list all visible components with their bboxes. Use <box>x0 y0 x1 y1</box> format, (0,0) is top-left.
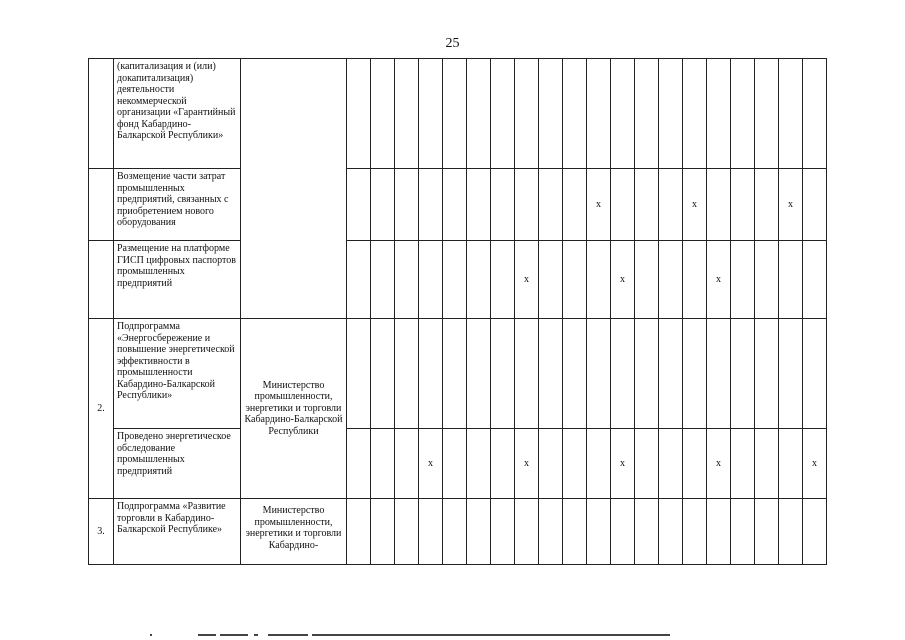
schedule-cell <box>347 169 371 241</box>
row-description: Подпрограмма «Развитие торговли в Кабардино-Балкарской Республике» <box>114 499 241 565</box>
schedule-mark: x <box>716 274 721 285</box>
schedule-cell <box>395 319 419 429</box>
row-description: Подпрограмма «Энергосбережение и повышение энергетической эффективности в промышленности Кабардино-Балкарской Республики» <box>114 319 241 429</box>
schedule-mark: x <box>620 458 625 469</box>
schedule-cell <box>395 499 419 565</box>
schedule-cell <box>707 429 731 499</box>
schedule-cell <box>443 499 467 565</box>
schedule-mark: x <box>524 274 529 285</box>
schedule-cell <box>347 319 371 429</box>
schedule-cell <box>635 169 659 241</box>
schedule-cell <box>395 169 419 241</box>
row-number <box>89 59 114 169</box>
schedule-cell <box>395 59 419 169</box>
schedule-mark: x <box>812 458 817 469</box>
schedule-cell <box>755 319 779 429</box>
schedule-cell <box>803 169 827 241</box>
schedule-cell <box>587 59 611 169</box>
schedule-cell <box>803 429 827 499</box>
schedule-cell <box>443 429 467 499</box>
schedule-mark: x <box>716 458 721 469</box>
table-row <box>89 319 827 429</box>
schedule-cell <box>683 429 707 499</box>
schedule-cell <box>731 429 755 499</box>
schedule-cell <box>707 169 731 241</box>
schedule-cell <box>419 429 443 499</box>
schedule-cell <box>755 429 779 499</box>
schedule-cell <box>491 241 515 319</box>
schedule-cell <box>563 319 587 429</box>
schedule-cell <box>779 429 803 499</box>
schedule-cell <box>419 169 443 241</box>
schedule-cell <box>347 59 371 169</box>
schedule-cell <box>491 169 515 241</box>
schedule-mark: x <box>620 274 625 285</box>
schedule-cell <box>515 319 539 429</box>
footer-rule <box>150 634 670 637</box>
schedule-cell <box>659 241 683 319</box>
schedule-cell <box>539 241 563 319</box>
schedule-cell <box>443 241 467 319</box>
schedule-cell <box>659 169 683 241</box>
schedule-cell <box>803 319 827 429</box>
schedule-cell <box>347 241 371 319</box>
schedule-cell <box>587 169 611 241</box>
schedule-cell <box>515 169 539 241</box>
schedule-cell <box>731 499 755 565</box>
schedule-cell <box>371 59 395 169</box>
schedule-cell <box>731 319 755 429</box>
schedule-cell <box>635 429 659 499</box>
schedule-mark: x <box>596 199 601 210</box>
schedule-cell <box>443 169 467 241</box>
schedule-cell <box>515 59 539 169</box>
row-number <box>89 241 114 319</box>
schedule-cell <box>611 429 635 499</box>
schedule-cell <box>755 59 779 169</box>
schedule-cell <box>371 241 395 319</box>
schedule-cell <box>779 59 803 169</box>
schedule-cell <box>611 59 635 169</box>
schedule-cell <box>539 499 563 565</box>
schedule-cell <box>707 59 731 169</box>
schedule-cell <box>803 59 827 169</box>
schedule-cell <box>515 429 539 499</box>
schedule-cell <box>563 429 587 499</box>
schedule-mark: x <box>524 458 529 469</box>
schedule-cell <box>443 59 467 169</box>
schedule-cell <box>707 319 731 429</box>
row-responsible: Министерство промышленности, энергетики и торговли Кабардино-Балкарской Республики <box>241 319 347 499</box>
table-row <box>89 169 827 241</box>
row-description: Проведено энергетическое обследование промышленных предприятий <box>114 429 241 499</box>
schedule-cell <box>491 59 515 169</box>
schedule-cell <box>347 499 371 565</box>
schedule-cell <box>779 319 803 429</box>
schedule-mark: x <box>788 199 793 210</box>
row-description: Возмещение части затрат промышленных предприятий, связанных с приобретением нового оборудования <box>114 169 241 241</box>
plan-table <box>88 58 827 565</box>
row-number: 3. <box>89 499 114 565</box>
schedule-cell <box>539 169 563 241</box>
schedule-cell <box>419 59 443 169</box>
schedule-cell <box>659 319 683 429</box>
schedule-cell <box>731 59 755 169</box>
row-responsible: Министерство промышленности, энергетики и торговли Кабардино- <box>241 499 347 565</box>
schedule-cell <box>635 59 659 169</box>
schedule-cell <box>467 59 491 169</box>
schedule-cell <box>491 319 515 429</box>
schedule-cell <box>467 499 491 565</box>
schedule-cell <box>611 241 635 319</box>
schedule-cell <box>731 241 755 319</box>
page-number: 25 <box>445 36 460 51</box>
schedule-cell <box>539 59 563 169</box>
schedule-cell <box>371 319 395 429</box>
schedule-cell <box>779 169 803 241</box>
schedule-cell <box>491 429 515 499</box>
schedule-mark: x <box>692 199 697 210</box>
schedule-cell <box>395 241 419 319</box>
schedule-cell <box>587 241 611 319</box>
schedule-cell <box>371 169 395 241</box>
schedule-cell <box>635 499 659 565</box>
schedule-cell <box>659 59 683 169</box>
schedule-cell <box>779 241 803 319</box>
row-description: Размещение на платформе ГИСП цифровых паспортов промышленных предприятий <box>114 241 241 319</box>
schedule-cell <box>395 429 419 499</box>
schedule-mark: x <box>428 458 433 469</box>
schedule-cell <box>467 429 491 499</box>
row-number <box>89 169 114 241</box>
table-row <box>89 241 827 319</box>
schedule-cell <box>803 241 827 319</box>
schedule-cell <box>635 241 659 319</box>
schedule-cell <box>467 319 491 429</box>
schedule-cell <box>611 319 635 429</box>
schedule-cell <box>371 429 395 499</box>
schedule-cell <box>515 241 539 319</box>
schedule-cell <box>419 319 443 429</box>
table-row <box>89 429 827 499</box>
schedule-cell <box>539 429 563 499</box>
schedule-cell <box>683 241 707 319</box>
schedule-cell <box>611 169 635 241</box>
schedule-cell <box>683 169 707 241</box>
schedule-cell <box>587 499 611 565</box>
table-row <box>89 499 827 565</box>
schedule-cell <box>731 169 755 241</box>
table-row <box>89 59 827 169</box>
schedule-cell <box>515 499 539 565</box>
schedule-cell <box>563 241 587 319</box>
schedule-cell <box>563 499 587 565</box>
schedule-cell <box>779 499 803 565</box>
schedule-cell <box>755 169 779 241</box>
schedule-cell <box>419 499 443 565</box>
schedule-cell <box>371 499 395 565</box>
schedule-cell <box>659 429 683 499</box>
schedule-cell <box>587 319 611 429</box>
schedule-cell <box>563 169 587 241</box>
schedule-cell <box>707 241 731 319</box>
schedule-cell <box>803 499 827 565</box>
schedule-cell <box>443 319 467 429</box>
schedule-cell <box>683 59 707 169</box>
schedule-cell <box>563 59 587 169</box>
schedule-cell <box>659 499 683 565</box>
schedule-cell <box>755 241 779 319</box>
row-description: (капитализация и (или) докапитализация) деятельности некоммерческой организации «Гарантийный фонд Кабардино-Балкарской Республики» <box>114 59 241 169</box>
schedule-cell <box>611 499 635 565</box>
schedule-cell <box>539 319 563 429</box>
schedule-cell <box>707 499 731 565</box>
schedule-cell <box>419 241 443 319</box>
row-number: 2. <box>89 319 114 499</box>
schedule-cell <box>587 429 611 499</box>
schedule-cell <box>467 169 491 241</box>
schedule-cell <box>491 499 515 565</box>
schedule-cell <box>347 429 371 499</box>
schedule-cell <box>755 499 779 565</box>
schedule-cell <box>683 319 707 429</box>
schedule-cell <box>635 319 659 429</box>
schedule-cell <box>467 241 491 319</box>
row-responsible <box>241 59 347 319</box>
schedule-cell <box>683 499 707 565</box>
